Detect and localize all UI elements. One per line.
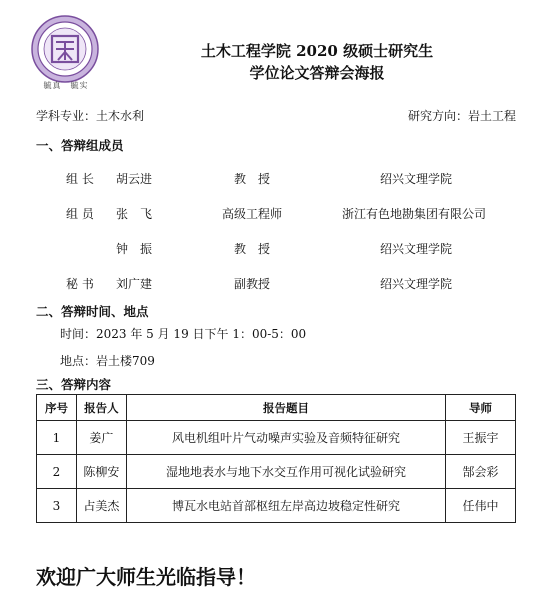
defense-time: 时间：2023 年 5 月 19 日下午 1：00-5：00: [60, 327, 307, 341]
university-seal-logo: [30, 14, 100, 84]
member-name: 胡云进: [116, 172, 153, 186]
column-header-topic: 报告题目: [126, 395, 445, 421]
table-row: [37, 421, 516, 455]
member-unit: 绍兴文理学院: [380, 277, 453, 291]
member-unit: 绍兴文理学院: [380, 242, 453, 256]
member-unit: 浙江有色地勘集团有限公司: [342, 207, 487, 221]
row-number: 1: [37, 421, 77, 455]
defense-schedule-table: [36, 394, 516, 523]
member-name: 张 飞: [116, 207, 153, 221]
member-title: 副教授: [234, 277, 271, 291]
major-label: 学科专业：土木水利: [36, 109, 145, 123]
member-role: 组 长: [66, 172, 94, 186]
member-title: 教 授: [234, 172, 271, 186]
member-name: 钟 振: [116, 242, 153, 256]
row-number: 3: [37, 489, 77, 523]
table-row: [37, 455, 516, 489]
research-direction-label: 研究方向：岩土工程: [408, 109, 517, 123]
poster-title-line1: 土木工程学院 2020 级硕士研究生: [200, 42, 434, 60]
member-name: 刘广建: [116, 277, 153, 291]
table-header-row: [37, 395, 516, 421]
row-reporter: 陈柳安: [76, 455, 126, 489]
column-header-number: 序号: [37, 395, 77, 421]
member-title: 高级工程师: [222, 207, 283, 221]
row-advisor: 王振宇: [446, 421, 516, 455]
section-content-heading: 三、答辩内容: [36, 377, 112, 392]
row-topic: 风电机组叶片气动噪声实验及音频特征研究: [126, 421, 445, 455]
welcome-message: 欢迎广大师生光临指导！: [36, 565, 256, 589]
poster-title-line2: 学位论文答辩会海报: [249, 64, 385, 82]
member-role: 秘 书: [66, 277, 94, 291]
logo-caption: 毓真 毓实: [43, 81, 89, 90]
member-title: 教 授: [234, 242, 271, 256]
column-header-advisor: 导师: [446, 395, 516, 421]
table-row: [37, 489, 516, 523]
column-header-reporter: 报告人: [76, 395, 126, 421]
defense-place: 地点：岩土楼709: [60, 354, 155, 368]
row-topic: 湿地地表水与地下水交互作用可视化试验研究: [126, 455, 445, 489]
row-number: 2: [37, 455, 77, 489]
row-advisor: 郜会彩: [446, 455, 516, 489]
row-reporter: 占美杰: [76, 489, 126, 523]
member-unit: 绍兴文理学院: [380, 172, 453, 186]
member-role: 组 员: [66, 207, 94, 221]
section-schedule-heading: 二、答辩时间、地点: [36, 304, 149, 319]
section-committee-heading: 一、答辩组成员: [36, 138, 124, 153]
row-advisor: 任伟中: [446, 489, 516, 523]
row-reporter: 姜广: [76, 421, 126, 455]
row-topic: 博瓦水电站首部枢纽左岸高边坡稳定性研究: [126, 489, 445, 523]
